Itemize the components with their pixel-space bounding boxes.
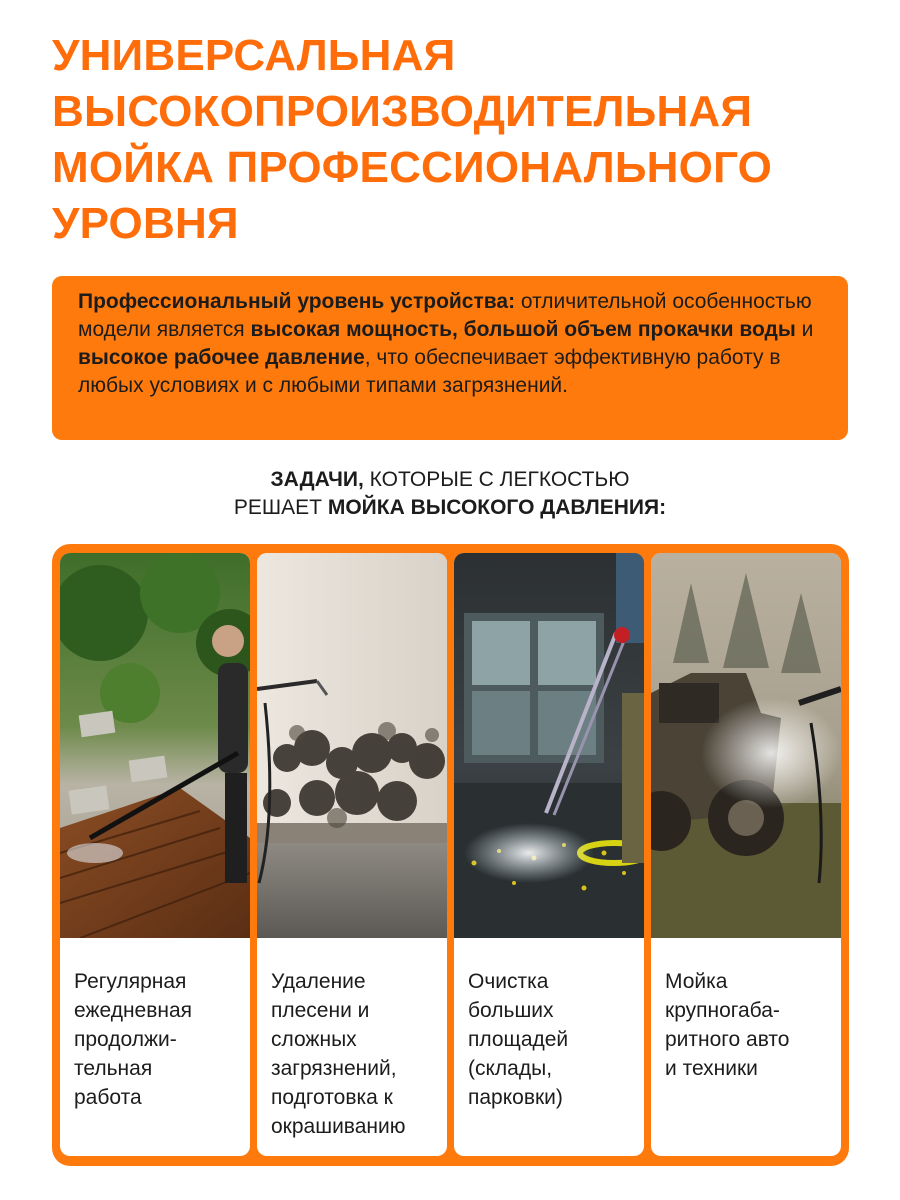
task-card-text: Мойка крупногаба- ритного авто и техники	[665, 970, 790, 1080]
task-card-mold-removal	[257, 553, 447, 1156]
truck-washing-photo	[651, 553, 841, 938]
info-text: , что обеспечивает эффективную работу в любых условиях и с любыми типами загрязнений.	[78, 346, 781, 397]
deck-cleaning-photo	[60, 553, 250, 938]
title-line: ВЫСОКОПРОИЗВОДИТЕЛЬНАЯ	[52, 87, 753, 136]
page-title	[52, 28, 852, 252]
info-highlight: высокая мощность, большой объем прокачки воды	[250, 318, 796, 341]
tasks-heading-bold: ЗАДАЧИ,	[270, 468, 364, 491]
mold-wall-photo	[257, 553, 447, 938]
tasks-heading-line	[0, 466, 900, 494]
floor-cleaning-photo	[454, 553, 644, 938]
tasks-heading-text: КОТОРЫЕ С ЛЕГКОСТЬЮ	[363, 468, 630, 491]
task-card-text: Очистка больших площадей (склады, парковки)	[468, 970, 569, 1109]
title-line: УНИВЕРСАЛЬНАЯ	[52, 31, 456, 80]
task-card-text: Регулярная ежедневная продолжи- тельная работа	[74, 970, 193, 1109]
tasks-heading	[0, 466, 900, 522]
info-highlight: высокое рабочее давление	[78, 346, 365, 369]
info-lead: Профессиональный уровень устройства:	[78, 290, 516, 313]
tasks-heading-bold: МОЙКА ВЫСОКОГО ДАВЛЕНИЯ:	[327, 496, 667, 519]
task-card-text: Удаление плесени и сложных загрязнений, подготовка к окрашиванию	[271, 970, 406, 1138]
task-card-large-areas	[454, 553, 644, 1156]
tasks-heading-text: РЕШАЕТ	[233, 496, 328, 519]
task-card-vehicle-washing	[651, 553, 841, 1156]
info-text: и	[795, 318, 814, 341]
info-box	[52, 276, 848, 440]
title-line: УРОВНЯ	[52, 199, 239, 248]
title-line: МОЙКА ПРОФЕССИОНАЛЬНОГО	[52, 143, 773, 192]
info-text: отличительной особенностью модели является	[78, 290, 812, 341]
task-card-daily-work	[60, 553, 250, 1156]
tasks-heading-line	[0, 494, 900, 522]
